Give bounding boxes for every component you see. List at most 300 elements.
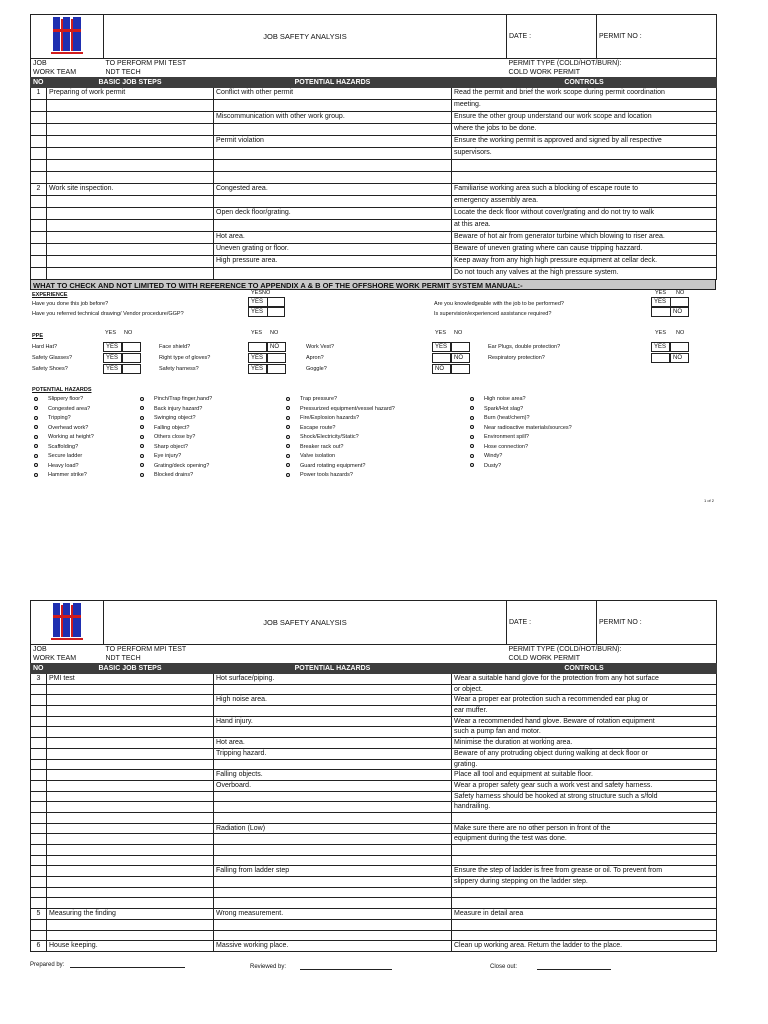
col-no-header: NO	[31, 78, 47, 88]
ppe-no-box[interactable]: NO	[267, 342, 286, 352]
hazard-item[interactable]	[140, 463, 209, 469]
document-title: JOB SAFETY ANALYSIS	[104, 15, 507, 59]
job-step	[47, 770, 214, 781]
control	[452, 172, 717, 184]
table-row	[31, 268, 717, 280]
job-step	[47, 684, 214, 695]
exp-no-header: NO	[262, 290, 271, 296]
exp-answer-1[interactable]: YES	[248, 297, 268, 307]
control: Familiarise working area such a blocking of escape route to	[452, 184, 717, 196]
ppe-question: Ear Plugs, double protection?	[488, 344, 561, 350]
hazard-item[interactable]	[34, 434, 94, 440]
control	[452, 919, 717, 930]
hazard-item[interactable]	[34, 463, 79, 469]
row-number: 3	[31, 674, 47, 685]
close-out-line[interactable]	[537, 969, 611, 970]
table-row	[31, 802, 717, 813]
hazard-label: Escape route?	[300, 424, 336, 431]
permit-type-value: COLD WORK PERMIT	[508, 655, 581, 662]
ppe-no-box[interactable]	[451, 342, 470, 352]
row-number	[31, 812, 47, 823]
hazard-item[interactable]	[470, 415, 530, 421]
control: grating.	[452, 759, 717, 770]
ppe-no-header-3: NO	[454, 330, 463, 336]
control: or object.	[452, 684, 717, 695]
control: Measure in detail area	[452, 909, 717, 920]
ppe-no-header-2: NO	[270, 330, 279, 336]
ppe-yes-box[interactable]: YES	[103, 342, 122, 352]
circle-bullet-icon	[140, 444, 144, 448]
logo-cell	[31, 15, 104, 59]
circle-bullet-icon	[140, 473, 144, 477]
hazard-item[interactable]	[34, 472, 87, 478]
company-logo-icon	[49, 601, 85, 641]
page-number: 1 of 2	[703, 498, 714, 503]
job-step	[47, 791, 214, 802]
permit-type-label: PERMIT TYPE (COLD/HOT/BURN):	[508, 60, 622, 67]
ppe-yes-box[interactable]: YES	[103, 364, 122, 374]
hazard-item[interactable]	[34, 415, 71, 421]
job-step	[47, 695, 214, 706]
table-row	[31, 100, 717, 112]
hazard	[214, 196, 452, 208]
row-number	[31, 136, 47, 148]
row-number	[31, 727, 47, 738]
header-table	[30, 14, 717, 59]
ppe-question: Hard Hat?	[32, 344, 58, 350]
hazard: Conflict with other permit	[214, 88, 452, 100]
hazard	[214, 727, 452, 738]
hazard-label: Near radioactive materials/sources?	[484, 424, 572, 431]
reviewed-by	[250, 964, 392, 970]
circle-bullet-icon	[34, 425, 38, 429]
table-row	[31, 866, 717, 877]
job-step	[47, 834, 214, 845]
table-row	[31, 706, 717, 717]
table-row	[31, 88, 717, 100]
control: Wear a suitable hand glove for the protection from any hot surface	[452, 674, 717, 685]
ppe-no-header-1: NO	[124, 330, 133, 336]
col-hazards-header: POTENTIAL HAZARDS	[214, 78, 452, 88]
table-row	[31, 124, 717, 136]
job-step	[47, 930, 214, 941]
control: equipment during the test was done.	[452, 834, 717, 845]
circle-bullet-icon	[470, 454, 474, 458]
hazard	[214, 834, 452, 845]
table-row	[31, 780, 717, 791]
hazard-item[interactable]	[34, 444, 78, 450]
hazard-item[interactable]	[286, 425, 335, 431]
circle-bullet-icon	[34, 406, 38, 410]
row-number	[31, 919, 47, 930]
col-steps-header: BASIC JOB STEPS	[47, 78, 214, 88]
hazard	[214, 124, 452, 136]
circle-bullet-icon	[140, 416, 144, 420]
row-number	[31, 802, 47, 813]
hazard-item[interactable]	[286, 463, 365, 469]
control	[452, 855, 717, 866]
hazard-item[interactable]	[34, 406, 90, 412]
table-header-row	[31, 78, 717, 88]
table-row	[31, 136, 717, 148]
col-controls-header: CONTROLS	[452, 78, 717, 88]
date-field-2[interactable]: DATE :	[507, 601, 597, 645]
circle-bullet-icon	[34, 454, 38, 458]
hazard-item[interactable]	[470, 396, 526, 402]
hazard-label: Tripping?	[48, 415, 71, 421]
logo-cell-2	[31, 601, 104, 645]
hazard-label: Valve isolation	[300, 453, 336, 459]
ppe-title: PPE	[32, 333, 44, 339]
job-value: TO PERFORM MPI TEST	[105, 646, 187, 653]
job-step	[47, 877, 214, 888]
table-row	[31, 256, 717, 268]
hazard: High noise area.	[214, 695, 452, 706]
circle-bullet-icon	[34, 463, 38, 467]
hazard: Radiation (Low)	[214, 823, 452, 834]
row-number	[31, 855, 47, 866]
job-step	[47, 866, 214, 877]
row-number: 6	[31, 941, 47, 952]
row-number	[31, 124, 47, 136]
row-number	[31, 791, 47, 802]
table-row	[31, 759, 717, 770]
hazard-label: Pinch/Trap finger,hand?	[154, 396, 213, 402]
hazard	[214, 791, 452, 802]
row-number	[31, 823, 47, 834]
table-row	[31, 941, 717, 952]
control	[452, 930, 717, 941]
hazard-item[interactable]	[286, 453, 335, 459]
hazard: Miscommunication with other work group.	[214, 112, 452, 124]
row-number	[31, 695, 47, 706]
hazard-item[interactable]	[140, 444, 188, 450]
hazard-label: Hose connection?	[484, 443, 529, 450]
ppe-question: Face shield?	[159, 344, 191, 350]
ppe-no-box[interactable]: NO	[451, 353, 470, 363]
hazard-label: Overhead work?	[48, 424, 89, 431]
exp-question-3: Are you knowledgeable with the job to be performed?	[434, 301, 564, 307]
table-row	[31, 684, 717, 695]
circle-bullet-icon	[34, 416, 38, 420]
row-number: 2	[31, 184, 47, 196]
ppe-yes-header-4: YES	[655, 330, 667, 336]
check-reference-bar: WHAT TO CHECK AND NOT LIMITED TO WITH REFERENCE TO APPENDIX A & B OF THE OFFSHORE WORK PERMIT SYSTEM MANUAL:-	[30, 280, 716, 290]
hazard	[214, 802, 452, 813]
control: Beware of hot air from generator turbine which blowing to riser area.	[452, 232, 717, 244]
control: Make sure there are no other person in front of the	[452, 823, 717, 834]
jsa-rows-1	[31, 88, 717, 280]
ppe-yes-box[interactable]	[432, 353, 451, 363]
row-number	[31, 834, 47, 845]
hazard-item[interactable]	[286, 415, 359, 421]
job-step	[47, 220, 214, 232]
hazard	[214, 845, 452, 856]
control: Ensure the working permit is approved and signed by all respective	[452, 136, 717, 148]
job-step	[47, 823, 214, 834]
table-row	[31, 823, 717, 834]
ppe-yes-box[interactable]: YES	[248, 353, 267, 363]
ppe-yes-box[interactable]	[248, 342, 267, 352]
control: where the jobs to be done.	[452, 124, 717, 136]
row-number	[31, 930, 47, 941]
circle-bullet-icon	[470, 463, 474, 467]
ppe-yes-box[interactable]: YES	[248, 364, 267, 374]
table-row	[31, 845, 717, 856]
row-number	[31, 256, 47, 268]
row-number	[31, 748, 47, 759]
exp-answer-3-no[interactable]	[670, 297, 689, 307]
ppe-no-box[interactable]	[122, 342, 141, 352]
header-table-2	[30, 600, 717, 645]
hazard	[214, 172, 452, 184]
hazard	[214, 898, 452, 909]
job-step	[47, 136, 214, 148]
circle-bullet-icon	[140, 454, 144, 458]
table-row	[31, 887, 717, 898]
hazard-label: Shock/Electricity/Static?	[300, 434, 359, 440]
job-step	[47, 898, 214, 909]
row-number	[31, 780, 47, 791]
job-step	[47, 727, 214, 738]
ppe-yes-box[interactable]: YES	[432, 342, 451, 352]
jsa-page-1	[30, 14, 716, 550]
exp-question-2: Have you referred technical drawing/ Vendor procedure/GGP?	[32, 311, 184, 317]
control	[452, 812, 717, 823]
permit-no-field[interactable]: PERMIT NO :	[597, 15, 717, 59]
work-team-label: WORK TEAM	[33, 69, 77, 76]
circle-bullet-icon	[286, 444, 290, 448]
row-number	[31, 112, 47, 124]
hazard	[214, 268, 452, 280]
ppe-question: Right type of gloves?	[159, 355, 211, 361]
ppe-no-box[interactable]	[267, 353, 286, 363]
exp-answer-1-no[interactable]	[267, 297, 285, 307]
control: Beware of uneven grating where can cause tripping hazzard.	[452, 244, 717, 256]
table-row	[31, 909, 717, 920]
job-step	[47, 802, 214, 813]
job-step	[47, 812, 214, 823]
circle-bullet-icon	[286, 435, 290, 439]
control: Wear a recommended hand glove. Beware of rotation equipment	[452, 716, 717, 727]
exp-yes-header-2: YES	[655, 290, 667, 296]
control	[452, 160, 717, 172]
ppe-yes-box[interactable]: YES	[103, 353, 122, 363]
hazard-item[interactable]	[140, 406, 202, 412]
table-header-row-2	[31, 664, 717, 674]
ppe-question: Apron?	[306, 355, 324, 361]
row-number	[31, 716, 47, 727]
job-step	[47, 100, 214, 112]
row-number	[31, 887, 47, 898]
ppe-no-box[interactable]	[122, 353, 141, 363]
hazard-label: Scaffolding?	[48, 443, 79, 450]
permit-type-label: PERMIT TYPE (COLD/HOT/BURN):	[508, 646, 622, 653]
hazard-label: Back injury hazard?	[154, 405, 203, 412]
hazard-item[interactable]	[140, 472, 193, 478]
hazard-item[interactable]	[470, 406, 523, 412]
exp-answer-2[interactable]: YES	[248, 307, 268, 317]
table-row	[31, 674, 717, 685]
hazard: Hot area.	[214, 232, 452, 244]
col-steps-header: BASIC JOB STEPS	[47, 664, 214, 674]
ppe-yes-header-2: YES	[251, 330, 263, 336]
hazard-label: Trap pressure?	[300, 396, 338, 402]
ppe-yes-header-3: YES	[435, 330, 447, 336]
ppe-no-box[interactable]	[451, 364, 470, 374]
hazard-label: Sharp object?	[154, 443, 188, 450]
hazard-label: Fire/Explosion hazards?	[300, 415, 360, 421]
hazard-item[interactable]	[286, 444, 343, 450]
hazard-item[interactable]	[34, 453, 82, 459]
col-controls-header: CONTROLS	[452, 664, 717, 674]
hazard	[214, 100, 452, 112]
circle-bullet-icon	[470, 416, 474, 420]
job-label: JOB	[33, 646, 47, 653]
prepared-by	[30, 962, 185, 968]
ppe-no-header-4: NO	[676, 330, 685, 336]
hazard	[214, 887, 452, 898]
hazard: Hot area.	[214, 738, 452, 749]
jsa-table-1	[30, 77, 717, 280]
hazard-item[interactable]	[470, 434, 529, 440]
control: supervisors.	[452, 148, 717, 160]
ppe-no-box[interactable]	[267, 364, 286, 374]
hazard-label: Heavy load?	[48, 462, 79, 469]
ppe-yes-box[interactable]	[651, 353, 670, 363]
table-row	[31, 160, 717, 172]
prepared-by-label: Prepared by:	[30, 962, 65, 968]
hazard-item[interactable]	[470, 453, 502, 459]
table-row	[31, 232, 717, 244]
circle-bullet-icon	[140, 406, 144, 410]
hazard-item[interactable]	[470, 425, 572, 431]
row-number	[31, 706, 47, 717]
ppe-yes-header-1: YES	[105, 330, 117, 336]
date-field[interactable]: DATE :	[507, 15, 597, 59]
table-row	[31, 196, 717, 208]
exp-answer-4[interactable]: NO	[670, 307, 689, 317]
hazard-item[interactable]	[34, 425, 88, 431]
hazard-label: Breaker rack out?	[300, 443, 344, 450]
circle-bullet-icon	[286, 473, 290, 477]
reviewed-by-line[interactable]	[300, 969, 392, 970]
ppe-yes-box[interactable]: YES	[651, 342, 670, 352]
hazard-item[interactable]	[286, 406, 395, 412]
table-row	[31, 184, 717, 196]
control: Read the permit and brief the work scope during permit coordination	[452, 88, 717, 100]
hazard	[214, 812, 452, 823]
row-number	[31, 759, 47, 770]
ppe-question: Safety harness?	[159, 366, 199, 372]
table-row	[31, 244, 717, 256]
hazard: Permit violation	[214, 136, 452, 148]
hazard	[214, 877, 452, 888]
table-row	[31, 172, 717, 184]
control: Safety harness should be hooked at strong structure such a s/fold	[452, 791, 717, 802]
row-number	[31, 220, 47, 232]
hazard	[214, 919, 452, 930]
hazard-item[interactable]	[34, 396, 83, 402]
hazard-item[interactable]	[140, 425, 189, 431]
exp-answer-2-no[interactable]	[267, 307, 285, 317]
company-logo-icon	[49, 15, 85, 55]
job-step	[47, 244, 214, 256]
hazard	[214, 220, 452, 232]
ppe-no-box[interactable]	[670, 342, 689, 352]
job-step	[47, 919, 214, 930]
control: at this area.	[452, 220, 717, 232]
document-title-2: JOB SAFETY ANALYSIS	[104, 601, 507, 645]
ppe-no-box[interactable]: NO	[670, 353, 689, 363]
close-out-label: Close out:	[490, 964, 518, 970]
circle-bullet-icon	[470, 425, 474, 429]
exp-answer-3[interactable]: YES	[651, 297, 671, 307]
hazard-item[interactable]	[140, 415, 196, 421]
hazard-item[interactable]	[470, 444, 528, 450]
ppe-no-box[interactable]	[122, 364, 141, 374]
job-step: PMI test	[47, 674, 214, 685]
hazard-label: Power tools hazards?	[300, 472, 353, 478]
circle-bullet-icon	[286, 454, 290, 458]
row-number	[31, 100, 47, 112]
job-step	[47, 112, 214, 124]
control: Wear a proper ear protection such a recommended ear plug or	[452, 695, 717, 706]
job-step: Measuring the finding	[47, 909, 214, 920]
job-info-table-2	[30, 645, 717, 663]
hazard-item[interactable]	[140, 434, 195, 440]
hazard-item[interactable]	[286, 472, 353, 478]
circle-bullet-icon	[140, 425, 144, 429]
hazard-label: Environment spill?	[484, 434, 529, 440]
hazard-label: Others close by?	[154, 434, 196, 440]
hazard-item[interactable]	[140, 453, 181, 459]
jsa-rows-2	[31, 674, 717, 952]
hazard-item[interactable]	[286, 396, 337, 402]
hazard-item[interactable]	[286, 434, 359, 440]
table-row	[31, 855, 717, 866]
circle-bullet-icon	[470, 397, 474, 401]
circle-bullet-icon	[470, 406, 474, 410]
row-number	[31, 684, 47, 695]
hazard-label: Secure ladder	[48, 453, 83, 459]
hazard-label: Slippery floor?	[48, 396, 84, 402]
job-step	[47, 748, 214, 759]
circle-bullet-icon	[286, 463, 290, 467]
hazard-item[interactable]	[470, 463, 501, 469]
permit-no-field-2[interactable]: PERMIT NO :	[597, 601, 717, 645]
prepared-by-line[interactable]	[70, 967, 185, 968]
hazard: Open deck floor/grating.	[214, 208, 452, 220]
ppe-yes-box[interactable]: NO	[432, 364, 451, 374]
hazard: Falling objects.	[214, 770, 452, 781]
table-row	[31, 716, 717, 727]
exp-answer-4-yes[interactable]	[651, 307, 671, 317]
permit-type-value: COLD WORK PERMIT	[508, 69, 581, 76]
hazard	[214, 148, 452, 160]
hazard-item[interactable]	[140, 396, 212, 402]
hazard	[214, 706, 452, 717]
hazard	[214, 684, 452, 695]
reviewed-by-label: Reviewed by:	[250, 964, 287, 970]
control: Place all tool and equipment at suitable floor.	[452, 770, 717, 781]
hazard: Tripping hazard.	[214, 748, 452, 759]
ppe-question: Goggle?	[306, 366, 327, 372]
job-step	[47, 759, 214, 770]
control: Ensure the step of ladder is free from grease or oil. To prevent from	[452, 866, 717, 877]
close-out	[490, 964, 611, 970]
job-step	[47, 738, 214, 749]
